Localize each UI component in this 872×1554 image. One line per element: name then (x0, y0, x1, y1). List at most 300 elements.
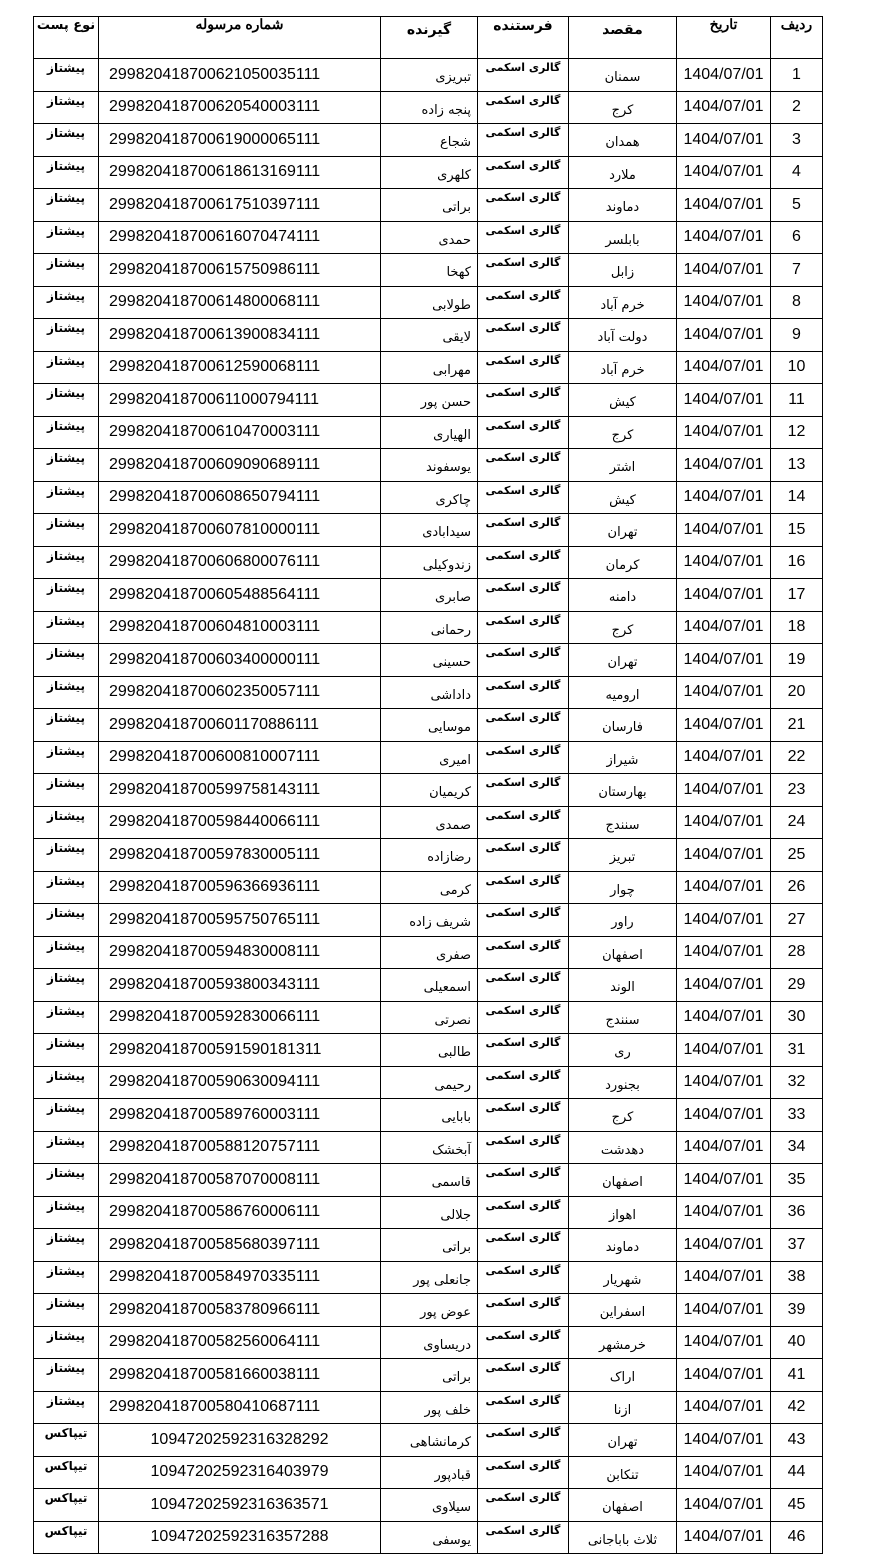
table-row (34, 59, 823, 92)
date-cell: 1404/07/01 (677, 546, 771, 579)
receiver-cell: کریمیان (381, 774, 478, 807)
row-number-cell: 2 (771, 91, 823, 124)
sender-cell: گالری اسکمی (478, 644, 569, 677)
tracking-number-cell: 299820418700611000794111 (99, 384, 381, 417)
receiver-cell: جانعلی پور (381, 1261, 478, 1294)
table-row (34, 1424, 823, 1457)
tracking-number-cell: 299820418700581660038111 (99, 1359, 381, 1392)
sender-cell: گالری اسکمی (478, 254, 569, 287)
destination-cell: تهران (569, 514, 677, 547)
date-cell: 1404/07/01 (677, 1424, 771, 1457)
destination-cell: اراک (569, 1359, 677, 1392)
table-row (34, 579, 823, 612)
row-number-cell: 15 (771, 514, 823, 547)
table-row (34, 319, 823, 352)
destination-cell: دولت آباد (569, 319, 677, 352)
sender-cell: گالری اسکمی (478, 871, 569, 904)
row-number-cell: 27 (771, 904, 823, 937)
sender-cell: گالری اسکمی (478, 319, 569, 352)
sender-cell: گالری اسکمی (478, 904, 569, 937)
post-type-cell: پیشتاز (34, 384, 99, 417)
post-type-cell: پیشتاز (34, 579, 99, 612)
sender-cell: گالری اسکمی (478, 1099, 569, 1132)
receiver-cell: براتی (381, 1359, 478, 1392)
sender-cell: گالری اسکمی (478, 1229, 569, 1262)
row-number-cell: 34 (771, 1131, 823, 1164)
sender-cell: گالری اسکمی (478, 449, 569, 482)
row-number-cell: 7 (771, 254, 823, 287)
date-cell: 1404/07/01 (677, 481, 771, 514)
receiver-cell: شجاع (381, 124, 478, 157)
sender-cell: گالری اسکمی (478, 286, 569, 319)
receiver-cell: رحمانی (381, 611, 478, 644)
row-number-cell: 39 (771, 1294, 823, 1327)
receiver-cell: مهرابی (381, 351, 478, 384)
receiver-cell: عوض پور (381, 1294, 478, 1327)
date-cell: 1404/07/01 (677, 1196, 771, 1229)
sender-cell: گالری اسکمی (478, 839, 569, 872)
row-number-cell: 42 (771, 1391, 823, 1424)
table-row (34, 384, 823, 417)
receiver-cell: امیری (381, 741, 478, 774)
table-row (34, 221, 823, 254)
sender-cell: گالری اسکمی (478, 611, 569, 644)
tracking-number-cell: 299820418700596366936111 (99, 871, 381, 904)
post-type-cell: پیشتاز (34, 1326, 99, 1359)
sender-cell: گالری اسکمی (478, 579, 569, 612)
date-cell: 1404/07/01 (677, 156, 771, 189)
post-type-cell: پیشتاز (34, 969, 99, 1002)
sender-cell: گالری اسکمی (478, 1456, 569, 1489)
header-row-number: ردیف (771, 17, 823, 59)
tracking-number-cell: 299820418700604810003111 (99, 611, 381, 644)
row-number-cell: 41 (771, 1359, 823, 1392)
destination-cell: خرم آباد (569, 286, 677, 319)
date-cell: 1404/07/01 (677, 969, 771, 1002)
shipments-table (33, 16, 823, 1554)
header-tracking-number: شماره مرسوله (99, 17, 381, 59)
row-number-cell: 17 (771, 579, 823, 612)
date-cell: 1404/07/01 (677, 579, 771, 612)
date-cell: 1404/07/01 (677, 839, 771, 872)
date-cell: 1404/07/01 (677, 644, 771, 677)
post-type-cell: پیشتاز (34, 124, 99, 157)
table-row (34, 286, 823, 319)
sender-cell: گالری اسکمی (478, 1131, 569, 1164)
table-row (34, 1489, 823, 1522)
date-cell: 1404/07/01 (677, 1391, 771, 1424)
row-number-cell: 19 (771, 644, 823, 677)
table-row (34, 1099, 823, 1132)
post-type-cell: پیشتاز (34, 1294, 99, 1327)
row-number-cell: 26 (771, 871, 823, 904)
date-cell: 1404/07/01 (677, 384, 771, 417)
sender-cell: گالری اسکمی (478, 676, 569, 709)
post-type-cell: تیپاکس (34, 1489, 99, 1522)
receiver-cell: سیدابادی (381, 514, 478, 547)
sender-cell: گالری اسکمی (478, 1196, 569, 1229)
table-row (34, 1196, 823, 1229)
sender-cell: گالری اسکمی (478, 1521, 569, 1554)
tracking-number-cell: 299820418700619000065111 (99, 124, 381, 157)
destination-cell: فارسان (569, 709, 677, 742)
sender-cell: گالری اسکمی (478, 156, 569, 189)
post-type-cell: پیشتاز (34, 1099, 99, 1132)
destination-cell: ازنا (569, 1391, 677, 1424)
receiver-cell: شریف زاده (381, 904, 478, 937)
tracking-number-cell: 299820418700590630094111 (99, 1066, 381, 1099)
tracking-number-cell: 299820418700593800343111 (99, 969, 381, 1002)
destination-cell: تهران (569, 1424, 677, 1457)
post-type-cell: پیشتاز (34, 1131, 99, 1164)
sender-cell: گالری اسکمی (478, 936, 569, 969)
destination-cell: بابلسر (569, 221, 677, 254)
destination-cell: همدان (569, 124, 677, 157)
table-row (34, 1034, 823, 1067)
post-type-cell: پیشتاز (34, 611, 99, 644)
date-cell: 1404/07/01 (677, 1456, 771, 1489)
table-row (34, 1391, 823, 1424)
receiver-cell: قبادپور (381, 1456, 478, 1489)
date-cell: 1404/07/01 (677, 91, 771, 124)
table-row (34, 936, 823, 969)
date-cell: 1404/07/01 (677, 189, 771, 222)
date-cell: 1404/07/01 (677, 676, 771, 709)
header-sender: فرستنده (478, 17, 569, 59)
destination-cell: دماوند (569, 189, 677, 222)
post-type-cell: پیشتاز (34, 904, 99, 937)
destination-cell: سمنان (569, 59, 677, 92)
table-row (34, 189, 823, 222)
tracking-number-cell: 299820418700606800076111 (99, 546, 381, 579)
post-type-cell: پیشتاز (34, 416, 99, 449)
post-type-cell: پیشتاز (34, 644, 99, 677)
table-row (34, 676, 823, 709)
destination-cell: تنکابن (569, 1456, 677, 1489)
destination-cell: خرمشهر (569, 1326, 677, 1359)
row-number-cell: 35 (771, 1164, 823, 1197)
table-header-row (34, 17, 823, 59)
date-cell: 1404/07/01 (677, 936, 771, 969)
sender-cell: گالری اسکمی (478, 1294, 569, 1327)
post-type-cell: پیشتاز (34, 839, 99, 872)
destination-cell: اصفهان (569, 1489, 677, 1522)
receiver-cell: قاسمی (381, 1164, 478, 1197)
receiver-cell: حمدی (381, 221, 478, 254)
receiver-cell: داداشی (381, 676, 478, 709)
table-row (34, 611, 823, 644)
tracking-number-cell: 10947202592316363571 (99, 1489, 381, 1522)
date-cell: 1404/07/01 (677, 774, 771, 807)
post-type-cell: پیشتاز (34, 936, 99, 969)
table-row (34, 1131, 823, 1164)
destination-cell: دهدشت (569, 1131, 677, 1164)
date-cell: 1404/07/01 (677, 1164, 771, 1197)
date-cell: 1404/07/01 (677, 741, 771, 774)
post-type-cell: پیشتاز (34, 546, 99, 579)
destination-cell: اسفراین (569, 1294, 677, 1327)
table-row (34, 124, 823, 157)
table-row (34, 481, 823, 514)
post-type-cell: پیشتاز (34, 1066, 99, 1099)
sender-cell: گالری اسکمی (478, 1261, 569, 1294)
receiver-cell: براتی (381, 1229, 478, 1262)
post-type-cell: پیشتاز (34, 221, 99, 254)
tracking-number-cell: 10947202592316357288 (99, 1521, 381, 1554)
row-number-cell: 37 (771, 1229, 823, 1262)
sender-cell: گالری اسکمی (478, 709, 569, 742)
destination-cell: چوار (569, 871, 677, 904)
header-destination: مقصد (569, 17, 677, 59)
destination-cell: اهواز (569, 1196, 677, 1229)
table-row (34, 871, 823, 904)
header-receiver: گیرنده (381, 17, 478, 59)
row-number-cell: 25 (771, 839, 823, 872)
row-number-cell: 3 (771, 124, 823, 157)
date-cell: 1404/07/01 (677, 416, 771, 449)
destination-cell: کیش (569, 384, 677, 417)
tracking-number-cell: 299820418700618613169111 (99, 156, 381, 189)
tracking-number-cell: 299820418700602350057111 (99, 676, 381, 709)
tracking-number-cell: 299820418700585680397111 (99, 1229, 381, 1262)
receiver-cell: رضازاده (381, 839, 478, 872)
table-row (34, 449, 823, 482)
receiver-cell: حسینی (381, 644, 478, 677)
receiver-cell: الهیاری (381, 416, 478, 449)
destination-cell: دماوند (569, 1229, 677, 1262)
date-cell: 1404/07/01 (677, 806, 771, 839)
table-row (34, 806, 823, 839)
tracking-number-cell: 299820418700601170886111 (99, 709, 381, 742)
table-row (34, 774, 823, 807)
post-type-cell: پیشتاز (34, 91, 99, 124)
post-type-cell: پیشتاز (34, 774, 99, 807)
destination-cell: کرمان (569, 546, 677, 579)
receiver-cell: کرمانشاهی (381, 1424, 478, 1457)
row-number-cell: 24 (771, 806, 823, 839)
row-number-cell: 11 (771, 384, 823, 417)
post-type-cell: پیشتاز (34, 1261, 99, 1294)
receiver-cell: یوسفی (381, 1521, 478, 1554)
tracking-number-cell: 299820418700584970335111 (99, 1261, 381, 1294)
tracking-number-cell: 299820418700607810000111 (99, 514, 381, 547)
date-cell: 1404/07/01 (677, 514, 771, 547)
receiver-cell: حسن پور (381, 384, 478, 417)
table-row (34, 1521, 823, 1554)
row-number-cell: 9 (771, 319, 823, 352)
post-type-cell: تیپاکس (34, 1521, 99, 1554)
row-number-cell: 44 (771, 1456, 823, 1489)
table-row (34, 156, 823, 189)
post-type-cell: پیشتاز (34, 59, 99, 92)
post-type-cell: پیشتاز (34, 189, 99, 222)
tracking-number-cell: 299820418700614800068111 (99, 286, 381, 319)
row-number-cell: 12 (771, 416, 823, 449)
receiver-cell: سیلاوی (381, 1489, 478, 1522)
date-cell: 1404/07/01 (677, 449, 771, 482)
post-type-cell: پیشتاز (34, 514, 99, 547)
sender-cell: گالری اسکمی (478, 1164, 569, 1197)
destination-cell: الوند (569, 969, 677, 1002)
destination-cell: اصفهان (569, 936, 677, 969)
sender-cell: گالری اسکمی (478, 384, 569, 417)
row-number-cell: 1 (771, 59, 823, 92)
tracking-number-cell: 299820418700587070008111 (99, 1164, 381, 1197)
post-type-cell: پیشتاز (34, 449, 99, 482)
date-cell: 1404/07/01 (677, 124, 771, 157)
row-number-cell: 31 (771, 1034, 823, 1067)
date-cell: 1404/07/01 (677, 1521, 771, 1554)
date-cell: 1404/07/01 (677, 1034, 771, 1067)
sender-cell: گالری اسکمی (478, 124, 569, 157)
post-type-cell: پیشتاز (34, 156, 99, 189)
post-type-cell: پیشتاز (34, 481, 99, 514)
tracking-number-cell: 299820418700582560064111 (99, 1326, 381, 1359)
tracking-number-cell: 299820418700612590068111 (99, 351, 381, 384)
post-type-cell: پیشتاز (34, 676, 99, 709)
tracking-number-cell: 299820418700600810007111 (99, 741, 381, 774)
row-number-cell: 23 (771, 774, 823, 807)
tracking-number-cell: 10947202592316328292 (99, 1424, 381, 1457)
date-cell: 1404/07/01 (677, 319, 771, 352)
post-type-cell: تیپاکس (34, 1424, 99, 1457)
table-row (34, 1261, 823, 1294)
row-number-cell: 6 (771, 221, 823, 254)
date-cell: 1404/07/01 (677, 611, 771, 644)
post-type-cell: پیشتاز (34, 1034, 99, 1067)
row-number-cell: 36 (771, 1196, 823, 1229)
tracking-number-cell: 299820418700609090689111 (99, 449, 381, 482)
date-cell: 1404/07/01 (677, 254, 771, 287)
row-number-cell: 20 (771, 676, 823, 709)
tracking-number-cell: 299820418700594830008111 (99, 936, 381, 969)
row-number-cell: 5 (771, 189, 823, 222)
post-type-cell: پیشتاز (34, 1164, 99, 1197)
table-row (34, 416, 823, 449)
table-body (34, 59, 823, 1554)
row-number-cell: 30 (771, 1001, 823, 1034)
sender-cell: گالری اسکمی (478, 1359, 569, 1392)
date-cell: 1404/07/01 (677, 1326, 771, 1359)
sender-cell: گالری اسکمی (478, 741, 569, 774)
destination-cell: دامنه (569, 579, 677, 612)
tracking-number-cell: 299820418700591590181311 (99, 1034, 381, 1067)
table-row (34, 741, 823, 774)
post-type-cell: پیشتاز (34, 1359, 99, 1392)
destination-cell: خرم آباد (569, 351, 677, 384)
row-number-cell: 16 (771, 546, 823, 579)
post-type-cell: پیشتاز (34, 1229, 99, 1262)
receiver-cell: کرمی (381, 871, 478, 904)
tracking-number-cell: 299820418700586760006111 (99, 1196, 381, 1229)
date-cell: 1404/07/01 (677, 1131, 771, 1164)
destination-cell: کیش (569, 481, 677, 514)
post-type-cell: پیشتاز (34, 286, 99, 319)
receiver-cell: جلالی (381, 1196, 478, 1229)
post-type-cell: پیشتاز (34, 1001, 99, 1034)
table-row (34, 1359, 823, 1392)
row-number-cell: 28 (771, 936, 823, 969)
post-type-cell: پیشتاز (34, 741, 99, 774)
row-number-cell: 46 (771, 1521, 823, 1554)
tracking-number-cell: 299820418700598440066111 (99, 806, 381, 839)
sender-cell: گالری اسکمی (478, 1001, 569, 1034)
sender-cell: گالری اسکمی (478, 481, 569, 514)
table-row (34, 91, 823, 124)
receiver-cell: پنجه زاده (381, 91, 478, 124)
receiver-cell: طولابی (381, 286, 478, 319)
date-cell: 1404/07/01 (677, 351, 771, 384)
table-row (34, 709, 823, 742)
receiver-cell: طالبی (381, 1034, 478, 1067)
date-cell: 1404/07/01 (677, 904, 771, 937)
receiver-cell: اسمعیلی (381, 969, 478, 1002)
tracking-number-cell: 299820418700589760003111 (99, 1099, 381, 1132)
tracking-number-cell: 299820418700580410687111 (99, 1391, 381, 1424)
table-row (34, 254, 823, 287)
tracking-number-cell: 299820418700608650794111 (99, 481, 381, 514)
sender-cell: گالری اسکمی (478, 1034, 569, 1067)
receiver-cell: تبریزی (381, 59, 478, 92)
post-type-cell: پیشتاز (34, 351, 99, 384)
destination-cell: شهریار (569, 1261, 677, 1294)
row-number-cell: 29 (771, 969, 823, 1002)
table-row (34, 351, 823, 384)
destination-cell: ملارد (569, 156, 677, 189)
table-row (34, 546, 823, 579)
destination-cell: ری (569, 1034, 677, 1067)
date-cell: 1404/07/01 (677, 1099, 771, 1132)
post-type-cell: پیشتاز (34, 806, 99, 839)
post-type-cell: پیشتاز (34, 254, 99, 287)
receiver-cell: چاکری (381, 481, 478, 514)
date-cell: 1404/07/01 (677, 286, 771, 319)
sender-cell: گالری اسکمی (478, 1391, 569, 1424)
receiver-cell: صفری (381, 936, 478, 969)
tracking-number-cell: 299820418700615750986111 (99, 254, 381, 287)
tracking-number-cell: 299820418700595750765111 (99, 904, 381, 937)
table-row (34, 1001, 823, 1034)
date-cell: 1404/07/01 (677, 1489, 771, 1522)
row-number-cell: 4 (771, 156, 823, 189)
destination-cell: کرج (569, 1099, 677, 1132)
post-type-cell: پیشتاز (34, 319, 99, 352)
sender-cell: گالری اسکمی (478, 969, 569, 1002)
tracking-number-cell: 299820418700610470003111 (99, 416, 381, 449)
destination-cell: کرج (569, 91, 677, 124)
sender-cell: گالری اسکمی (478, 1066, 569, 1099)
receiver-cell: لایقی (381, 319, 478, 352)
table-row (34, 1326, 823, 1359)
row-number-cell: 18 (771, 611, 823, 644)
row-number-cell: 10 (771, 351, 823, 384)
date-cell: 1404/07/01 (677, 1001, 771, 1034)
date-cell: 1404/07/01 (677, 221, 771, 254)
table-row (34, 644, 823, 677)
date-cell: 1404/07/01 (677, 871, 771, 904)
destination-cell: سنندج (569, 806, 677, 839)
date-cell: 1404/07/01 (677, 1229, 771, 1262)
receiver-cell: بابایی (381, 1099, 478, 1132)
sender-cell: گالری اسکمی (478, 774, 569, 807)
date-cell: 1404/07/01 (677, 709, 771, 742)
tracking-number-cell: 299820418700620540003111 (99, 91, 381, 124)
tracking-number-cell: 299820418700583780966111 (99, 1294, 381, 1327)
row-number-cell: 22 (771, 741, 823, 774)
sender-cell: گالری اسکمی (478, 514, 569, 547)
tracking-number-cell: 10947202592316403979 (99, 1456, 381, 1489)
table-row (34, 514, 823, 547)
